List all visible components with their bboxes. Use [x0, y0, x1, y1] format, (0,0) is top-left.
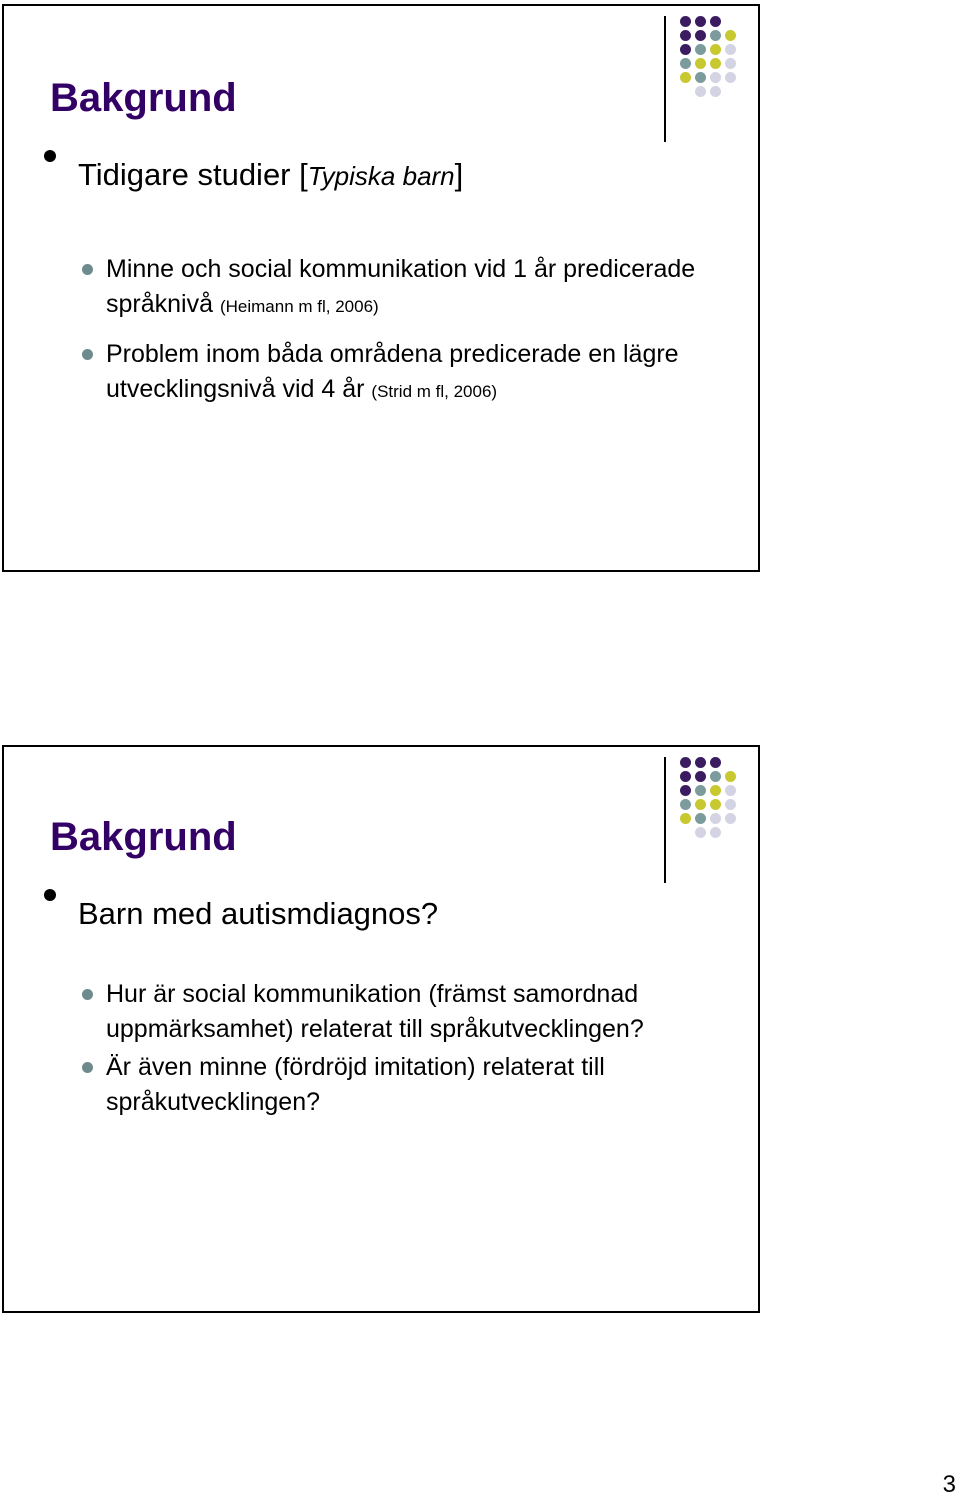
decorative-dot — [680, 58, 691, 69]
sub-bullet-item: Problem inom båda områdena predicerade en lägre utvecklingsnivå vid 4 år (Strid m fl, 2006) — [106, 337, 746, 409]
sub-bullet-marker — [82, 264, 93, 275]
decorative-dot — [680, 799, 691, 810]
sub-bullet-marker — [82, 989, 93, 1000]
slide-title: Bakgrund — [50, 76, 237, 120]
decorative-dot — [680, 44, 691, 55]
decorative-dot — [680, 771, 691, 782]
decorative-dot — [680, 785, 691, 796]
slide-1 — [2, 4, 760, 572]
page-number: 3 — [942, 1471, 956, 1498]
decorative-dot — [695, 16, 706, 27]
decorative-dot — [725, 771, 736, 782]
decorative-dot — [695, 58, 706, 69]
decorative-dot — [710, 799, 721, 810]
decorative-dot — [710, 757, 721, 768]
decorative-dot — [695, 771, 706, 782]
bullet-text: Barn med autismdiagnos? — [78, 896, 439, 931]
decorative-dot — [725, 30, 736, 41]
sub-bullet-item: Hur är social kommunikation (främst samordnad uppmärksamhet) relaterat till språkutvecklingen? — [106, 977, 746, 1047]
decorative-dot — [725, 58, 736, 69]
decorative-dot — [710, 30, 721, 41]
divider-line — [664, 16, 666, 142]
decorative-dot — [695, 44, 706, 55]
decorative-dot — [725, 799, 736, 810]
bullet-text: Tidigare studier [Typiska barn] — [78, 157, 464, 192]
decorative-dot — [710, 827, 721, 838]
decorative-dot — [710, 813, 721, 824]
sub-bullet-item: Minne och social kommunikation vid 1 år predicerade språknivå (Heimann m fl, 2006) — [106, 252, 746, 324]
decorative-dot — [695, 827, 706, 838]
decorative-dot — [695, 757, 706, 768]
sub-bullet-marker — [82, 1062, 93, 1073]
sub-bullet-marker — [82, 349, 93, 360]
decorative-dot — [695, 30, 706, 41]
decorative-dot — [725, 72, 736, 83]
decorative-dot — [710, 16, 721, 27]
decorative-dot — [725, 44, 736, 55]
decorative-dot — [680, 813, 691, 824]
decorative-dot — [710, 72, 721, 83]
decorative-dots — [680, 757, 770, 869]
slide-2 — [2, 745, 760, 1313]
sub-bullet-item: Är även minne (fördröjd imitation) relaterat till språkutvecklingen? — [106, 1050, 746, 1120]
decorative-dot — [725, 785, 736, 796]
decorative-dot — [710, 86, 721, 97]
decorative-dot — [710, 44, 721, 55]
decorative-dot — [725, 813, 736, 824]
decorative-dot — [710, 58, 721, 69]
decorative-dots — [680, 16, 770, 128]
decorative-dot — [680, 16, 691, 27]
decorative-dot — [710, 785, 721, 796]
decorative-dot — [695, 785, 706, 796]
decorative-dot — [680, 30, 691, 41]
decorative-dot — [710, 771, 721, 782]
decorative-dot — [695, 799, 706, 810]
decorative-dot — [680, 757, 691, 768]
decorative-dot — [695, 813, 706, 824]
slide-title: Bakgrund — [50, 815, 237, 859]
decorative-dot — [695, 72, 706, 83]
decorative-dot — [680, 72, 691, 83]
divider-line — [664, 757, 666, 883]
decorative-dot — [695, 86, 706, 97]
